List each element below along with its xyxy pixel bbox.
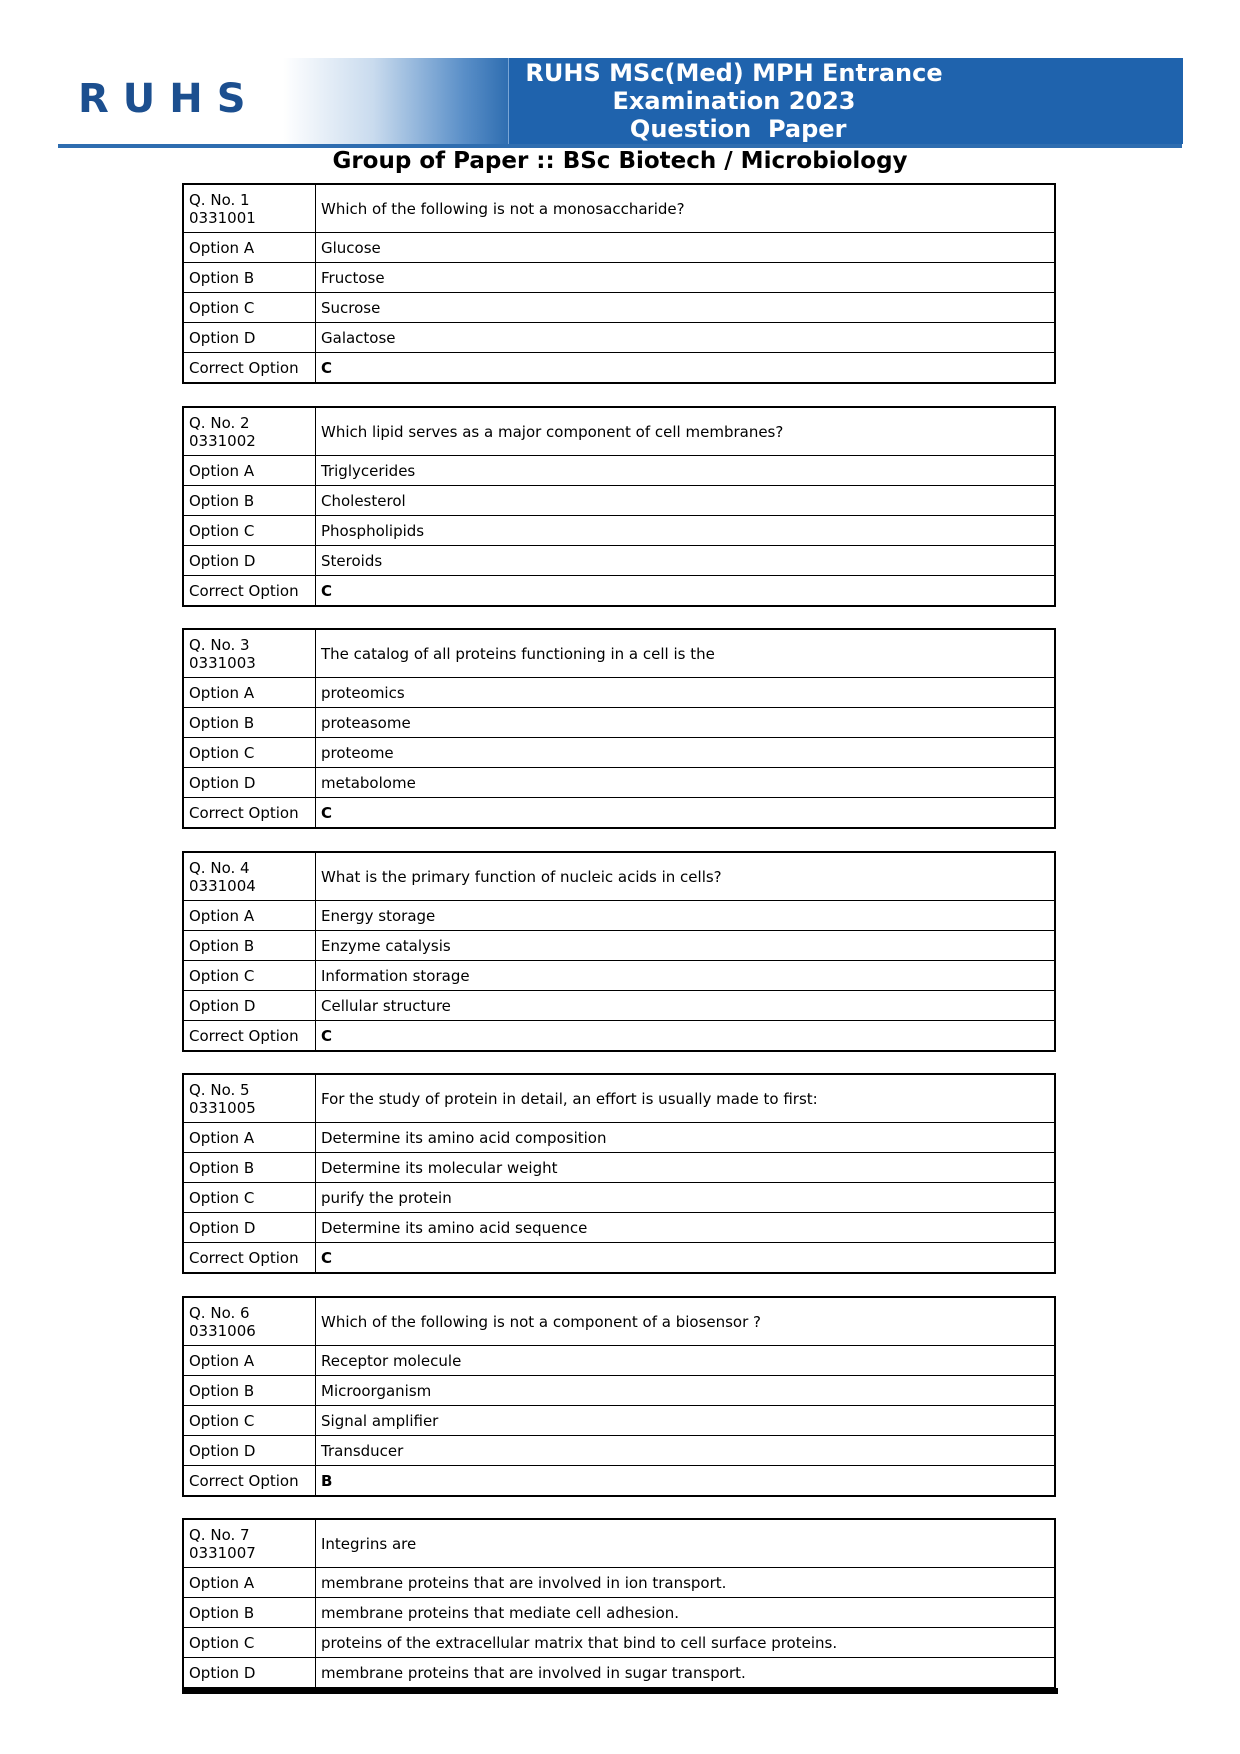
question-number: Q. No. 3	[189, 635, 250, 654]
option-label: Option A	[183, 456, 316, 486]
option-row	[183, 991, 1055, 1021]
option-row	[183, 516, 1055, 546]
question-number: Q. No. 4	[189, 858, 250, 877]
question-text: Integrins are	[316, 1519, 1056, 1568]
correct-answer: C	[316, 576, 1056, 607]
option-text: Cholesterol	[316, 486, 1056, 516]
option-label: Option D	[183, 991, 316, 1021]
option-row	[183, 1213, 1055, 1243]
question-number: Q. No. 7	[189, 1525, 250, 1544]
option-text: proteomics	[316, 678, 1056, 708]
correct-label: Correct Option	[183, 353, 316, 384]
question-table	[182, 406, 1056, 607]
option-label: Option B	[183, 1598, 316, 1628]
option-text: purify the protein	[316, 1183, 1056, 1213]
option-label: Option B	[183, 1376, 316, 1406]
option-label: Option D	[183, 1213, 316, 1243]
question-row	[183, 1297, 1055, 1346]
exam-title	[509, 58, 959, 143]
question-text: Which of the following is not a monosaccharide?	[316, 184, 1056, 233]
question-code: 0331001	[189, 208, 256, 227]
exam-title-line: Question Paper	[621, 115, 847, 143]
correct-row	[183, 798, 1055, 829]
question-number: Q. No. 5	[189, 1080, 250, 1099]
correct-row	[183, 1466, 1055, 1497]
option-label: Option D	[183, 1658, 316, 1689]
question-number: Q. No. 2	[189, 413, 250, 432]
correct-row	[183, 1021, 1055, 1052]
option-row	[183, 931, 1055, 961]
question-row	[183, 407, 1055, 456]
question-text: For the study of protein in detail, an effort is usually made to first:	[316, 1074, 1056, 1123]
correct-label: Correct Option	[183, 1466, 316, 1497]
question-number: Q. No. 6	[189, 1303, 250, 1322]
correct-row	[183, 353, 1055, 384]
option-label: Option C	[183, 738, 316, 768]
option-row	[183, 1123, 1055, 1153]
question-number-cell	[183, 629, 316, 678]
option-text: Signal amplifier	[316, 1406, 1056, 1436]
question-table	[182, 1296, 1056, 1497]
option-row	[183, 1628, 1055, 1658]
ruhs-logo: RUHS	[78, 76, 260, 122]
header-gradient	[283, 58, 509, 144]
option-row	[183, 678, 1055, 708]
option-text: membrane proteins that mediate cell adhesion.	[316, 1598, 1056, 1628]
question-table	[182, 851, 1056, 1052]
option-row	[183, 1376, 1055, 1406]
option-label: Option B	[183, 1153, 316, 1183]
question-table	[182, 628, 1056, 829]
option-row	[183, 293, 1055, 323]
question-text: What is the primary function of nucleic acids in cells?	[316, 852, 1056, 901]
question-table	[182, 1518, 1056, 1689]
option-label: Option B	[183, 486, 316, 516]
option-row	[183, 1346, 1055, 1376]
question-code: 0331007	[189, 1543, 256, 1562]
exam-title-line: Examination 2023	[612, 87, 856, 115]
option-row	[183, 1406, 1055, 1436]
group-title: Group of Paper :: BSc Biotech / Microbiology	[332, 148, 908, 174]
question-number: Q. No. 1	[189, 190, 250, 209]
option-text: Enzyme catalysis	[316, 931, 1056, 961]
option-label: Option D	[183, 1436, 316, 1466]
correct-label: Correct Option	[183, 576, 316, 607]
option-row	[183, 546, 1055, 576]
question-number-cell	[183, 1074, 316, 1123]
question-row	[183, 1519, 1055, 1568]
correct-answer: C	[316, 1243, 1056, 1274]
option-label: Option C	[183, 961, 316, 991]
question-number-cell	[183, 1297, 316, 1346]
option-label: Option A	[183, 678, 316, 708]
option-text: proteasome	[316, 708, 1056, 738]
question-text: Which lipid serves as a major component of cell membranes?	[316, 407, 1056, 456]
option-label: Option A	[183, 1568, 316, 1598]
question-code: 0331005	[189, 1098, 256, 1117]
exam-title-line: RUHS MSc(Med) MPH Entrance	[525, 59, 943, 87]
option-text: Receptor molecule	[316, 1346, 1056, 1376]
option-label: Option D	[183, 323, 316, 353]
option-text: Triglycerides	[316, 456, 1056, 486]
option-text: proteins of the extracellular matrix that bind to cell surface proteins.	[316, 1628, 1056, 1658]
option-label: Option A	[183, 901, 316, 931]
option-text: metabolome	[316, 768, 1056, 798]
option-text: Cellular structure	[316, 991, 1056, 1021]
option-text: Energy storage	[316, 901, 1056, 931]
option-row	[183, 1183, 1055, 1213]
question-table	[182, 183, 1056, 384]
option-label: Option A	[183, 1123, 316, 1153]
correct-answer: C	[316, 1021, 1056, 1052]
option-row	[183, 738, 1055, 768]
option-text: Sucrose	[316, 293, 1056, 323]
question-code: 0331004	[189, 876, 256, 895]
correct-answer: C	[316, 353, 1056, 384]
question-row	[183, 184, 1055, 233]
option-row	[183, 486, 1055, 516]
correct-row	[183, 1243, 1055, 1274]
question-row	[183, 1074, 1055, 1123]
correct-row	[183, 576, 1055, 607]
option-label: Option C	[183, 293, 316, 323]
correct-answer: B	[316, 1466, 1056, 1497]
option-text: Phospholipids	[316, 516, 1056, 546]
question-row	[183, 852, 1055, 901]
page-break-bar	[182, 1688, 1058, 1694]
question-number-cell	[183, 407, 316, 456]
option-label: Option A	[183, 1346, 316, 1376]
question-code: 0331006	[189, 1321, 256, 1340]
option-row	[183, 233, 1055, 263]
option-label: Option D	[183, 546, 316, 576]
option-text: Steroids	[316, 546, 1056, 576]
question-number-cell	[183, 852, 316, 901]
option-row	[183, 263, 1055, 293]
page-header	[58, 58, 1182, 148]
option-text: Transducer	[316, 1436, 1056, 1466]
question-row	[183, 629, 1055, 678]
question-text: The catalog of all proteins functioning in a cell is the	[316, 629, 1056, 678]
correct-label: Correct Option	[183, 1243, 316, 1274]
option-label: Option C	[183, 516, 316, 546]
option-text: Microorganism	[316, 1376, 1056, 1406]
question-number-cell	[183, 184, 316, 233]
correct-label: Correct Option	[183, 798, 316, 829]
correct-answer: C	[316, 798, 1056, 829]
header-band	[508, 58, 1183, 144]
option-label: Option B	[183, 931, 316, 961]
option-row	[183, 1436, 1055, 1466]
option-row	[183, 768, 1055, 798]
question-code: 0331002	[189, 431, 256, 450]
option-row	[183, 456, 1055, 486]
option-label: Option C	[183, 1628, 316, 1658]
option-text: membrane proteins that are involved in sugar transport.	[316, 1658, 1056, 1689]
option-label: Option A	[183, 233, 316, 263]
option-text: proteome	[316, 738, 1056, 768]
option-label: Option C	[183, 1406, 316, 1436]
option-text: Information storage	[316, 961, 1056, 991]
option-row	[183, 961, 1055, 991]
option-text: Galactose	[316, 323, 1056, 353]
option-row	[183, 323, 1055, 353]
option-label: Option C	[183, 1183, 316, 1213]
correct-label: Correct Option	[183, 1021, 316, 1052]
option-row	[183, 1568, 1055, 1598]
option-row	[183, 1658, 1055, 1689]
option-text: Determine its amino acid composition	[316, 1123, 1056, 1153]
question-text: Which of the following is not a component of a biosensor ?	[316, 1297, 1056, 1346]
option-label: Option D	[183, 768, 316, 798]
option-label: Option B	[183, 263, 316, 293]
question-code: 0331003	[189, 653, 256, 672]
option-row	[183, 1153, 1055, 1183]
option-row	[183, 1598, 1055, 1628]
option-row	[183, 708, 1055, 738]
option-text: Fructose	[316, 263, 1056, 293]
question-table	[182, 1073, 1056, 1274]
option-text: membrane proteins that are involved in ion transport.	[316, 1568, 1056, 1598]
option-row	[183, 901, 1055, 931]
option-text: Determine its molecular weight	[316, 1153, 1056, 1183]
option-text: Determine its amino acid sequence	[316, 1213, 1056, 1243]
option-label: Option B	[183, 708, 316, 738]
question-number-cell	[183, 1519, 316, 1568]
option-text: Glucose	[316, 233, 1056, 263]
